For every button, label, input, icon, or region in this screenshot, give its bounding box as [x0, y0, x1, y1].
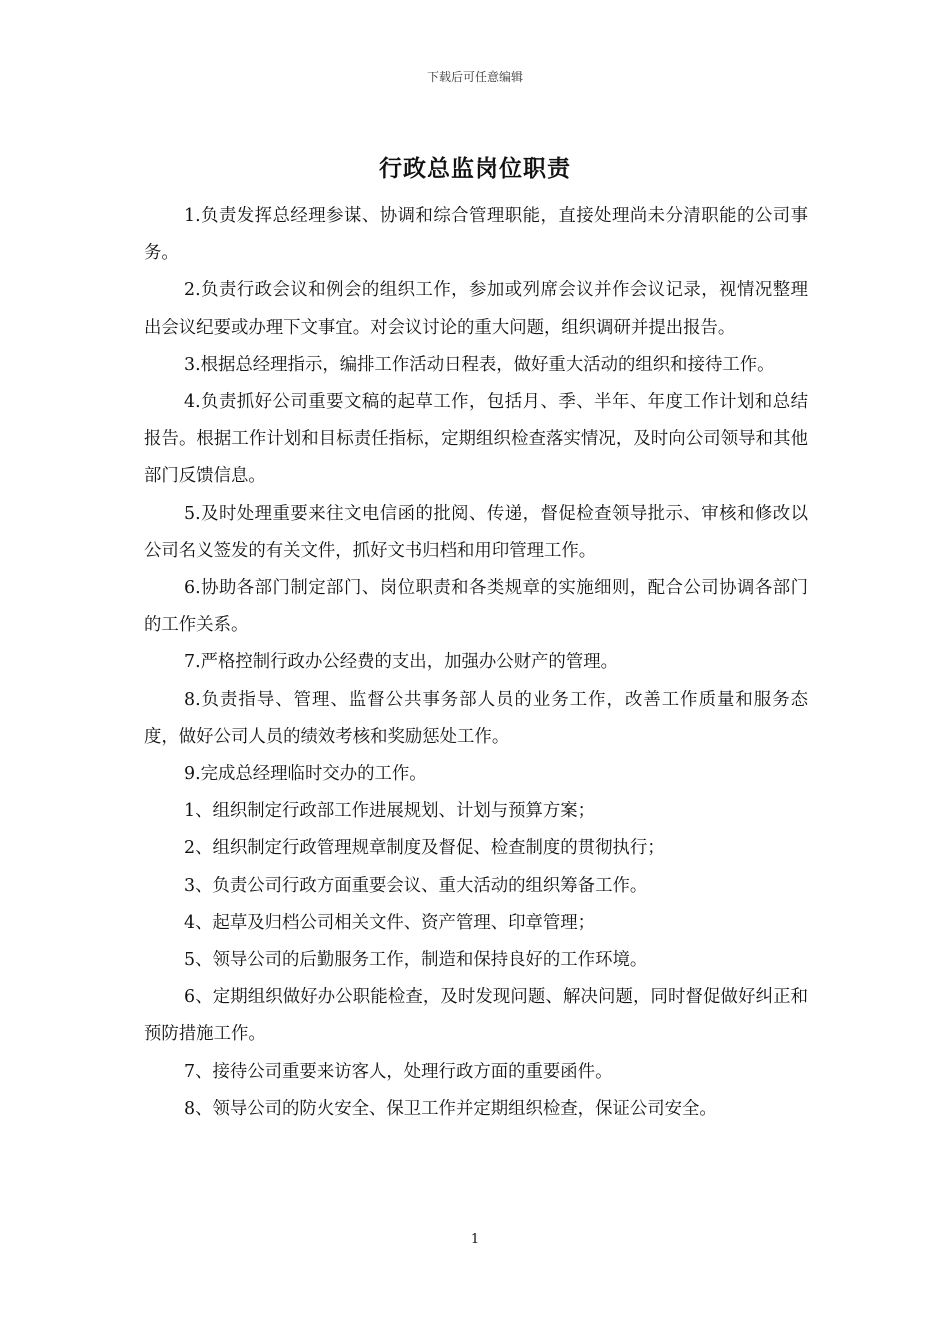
duty-item-2: 2、组织制定行政管理规章制度及督促、检查制度的贯彻执行；: [184, 838, 665, 859]
header-note: 下载后可任意编辑: [426, 70, 523, 84]
paragraph-9: 9.完成总经理临时交办的工作。: [184, 764, 427, 785]
duty-item-6: 6、定期组织做好办公职能检查，及时发现问题、解决问题，同时督促做好纠正和预防措施工作。: [144, 987, 808, 1045]
document-title: 行政总监岗位职责: [379, 155, 571, 182]
paragraph-2: 2.负责行政会议和例会的组织工作，参加或列席会议并作会议记录，视情况整理出会议纪要或办理下文事宜。对会议讨论的重大问题，组织调研并提出报告。: [144, 280, 808, 338]
duty-item-5: 5、领导公司的后勤服务工作，制造和保持良好的工作环境。: [184, 950, 648, 971]
document-body: [144, 198, 808, 1128]
duty-item-4: 4、起草及归档公司相关文件、资产管理、印章管理；: [184, 912, 596, 933]
page-number: 1: [470, 1232, 480, 1247]
paragraph-8: 8.负责指导、管理、监督公共事务部人员的业务工作，改善工作质量和服务态度，做好公司人员的绩效考核和奖励惩处工作。: [144, 689, 808, 747]
duty-item-7: 7、接待公司重要来访客人，处理行政方面的重要函件。: [184, 1061, 613, 1082]
paragraph-7: 7.严格控制行政办公经费的支出，加强办公财产的管理。: [184, 652, 618, 673]
paragraph-5: 5.及时处理重要来往文电信函的批阅、传递，督促检查领导批示、审核和修改以公司名义签发的有关文件，抓好文书归档和用印管理工作。: [144, 503, 808, 561]
paragraph-1: 1.负责发挥总经理参谋、协调和综合管理职能，直接处理尚未分清职能的公司事务。: [144, 206, 808, 264]
paragraph-4: 4.负责抓好公司重要文稿的起草工作，包括月、季、半年、年度工作计划和总结报告。根据工作计划和目标责任指标，定期组织检查落实情况，及时向公司领导和其他部门反馈信息。: [144, 392, 808, 487]
duty-item-8: 8、领导公司的防火安全、保卫工作并定期组织检查，保证公司安全。: [184, 1098, 717, 1119]
paragraph-3: 3.根据总经理指示，编排工作活动日程表，做好重大活动的组织和接待工作。: [184, 354, 775, 375]
duty-item-1: 1、组织制定行政部工作进展规划、计划与预算方案；: [184, 801, 596, 822]
paragraph-6: 6.协助各部门制定部门、岗位职责和各类规章的实施细则，配合公司协调各部门的工作关系。: [144, 578, 808, 636]
duty-item-3: 3、负责公司行政方面重要会议、重大活动的组织筹备工作。: [184, 875, 648, 896]
